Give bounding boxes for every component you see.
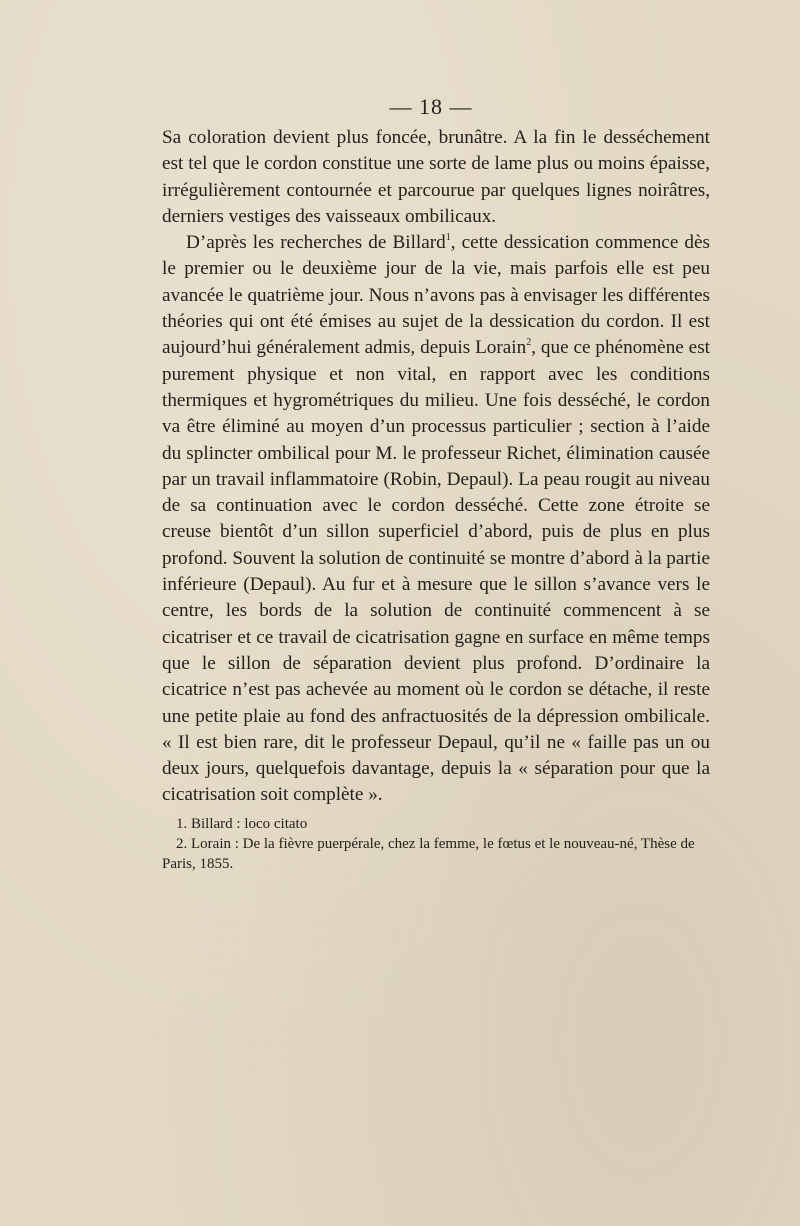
body-text [162,125,710,809]
footnote-1: 1. Billard : loco citato [176,816,308,832]
paragraph-2-part-1: D’après les recherches de Billard [186,232,446,254]
footnotes [162,814,710,874]
paragraph-1: Sa coloration devient plus foncée, brunâtre. A la fin le desséchement est tel que le cordon constitue une sorte de lame plus ou moins épaisse, irrégulièrement contournée et parcourue par quelques lignes noirâtres, derniers vestiges des vaisseaux ombilicaux. [162,127,710,227]
paragraph-2 [162,230,710,809]
page-number: — 18 — [389,94,473,119]
footnote-ref-2: 2 [526,337,532,349]
paragraph-2-part-3: , que ce phénomène est purement physique et non vital, en rapport avec les conditions thermiques et hygrométriques du milieu. Une fois desséché, le cordon va être éliminé au moyen d’un processus particulier ; section à l’aide du splincter ombilical pour M. le professeur Richet, élimination causée par un travail inflammatoire (Robin, Depaul). La peau rougit au niveau de sa continuation avec le cordon desséché. Cette zone étroite se creuse bientôt d’un sillon superficiel d’abord, puis de plus en plus profond. Souvent la solution de continuité se montre d’abord à la partie inférieure (Depaul). Au fur et à mesure que le sillon s’avance vers le centre, les bords de la solution de continuité commencent à se cicatriser et ce travail de cicatrisation gagne en surface en même temps que le sillon de séparation devient plus profond. D’ordinaire la cicatrice n’est pas achevée au moment où le cordon se détache, il reste une petite plaie au fond des anfractuosités de la dépression ombilicale. « Il est bien rare, dit le professeur Depaul, qu’il ne « faille pas un ou deux jours, quelquefois davantage, depuis la « séparation pour que la cicatrisation soit complète ». [162,337,710,806]
paragraph-2-part-2: , cette dessication commence dès le premier ou le deuxième jour de la vie, mais parfois elle est peu avancée le quatrième jour. Nous n’avons pas à envisager les différentes théories qui ont été émises au sujet de la dessication du cordon. Il est aujourd’hui généralement admis, depuis Lorain [162,232,710,359]
footnote-2: 2. Lorain : De la fièvre puerpérale, chez la femme, le fœtus et le nouveau-né, Thèse de Paris, 1855. [162,836,695,872]
footnote-ref-1: 1 [445,232,451,244]
